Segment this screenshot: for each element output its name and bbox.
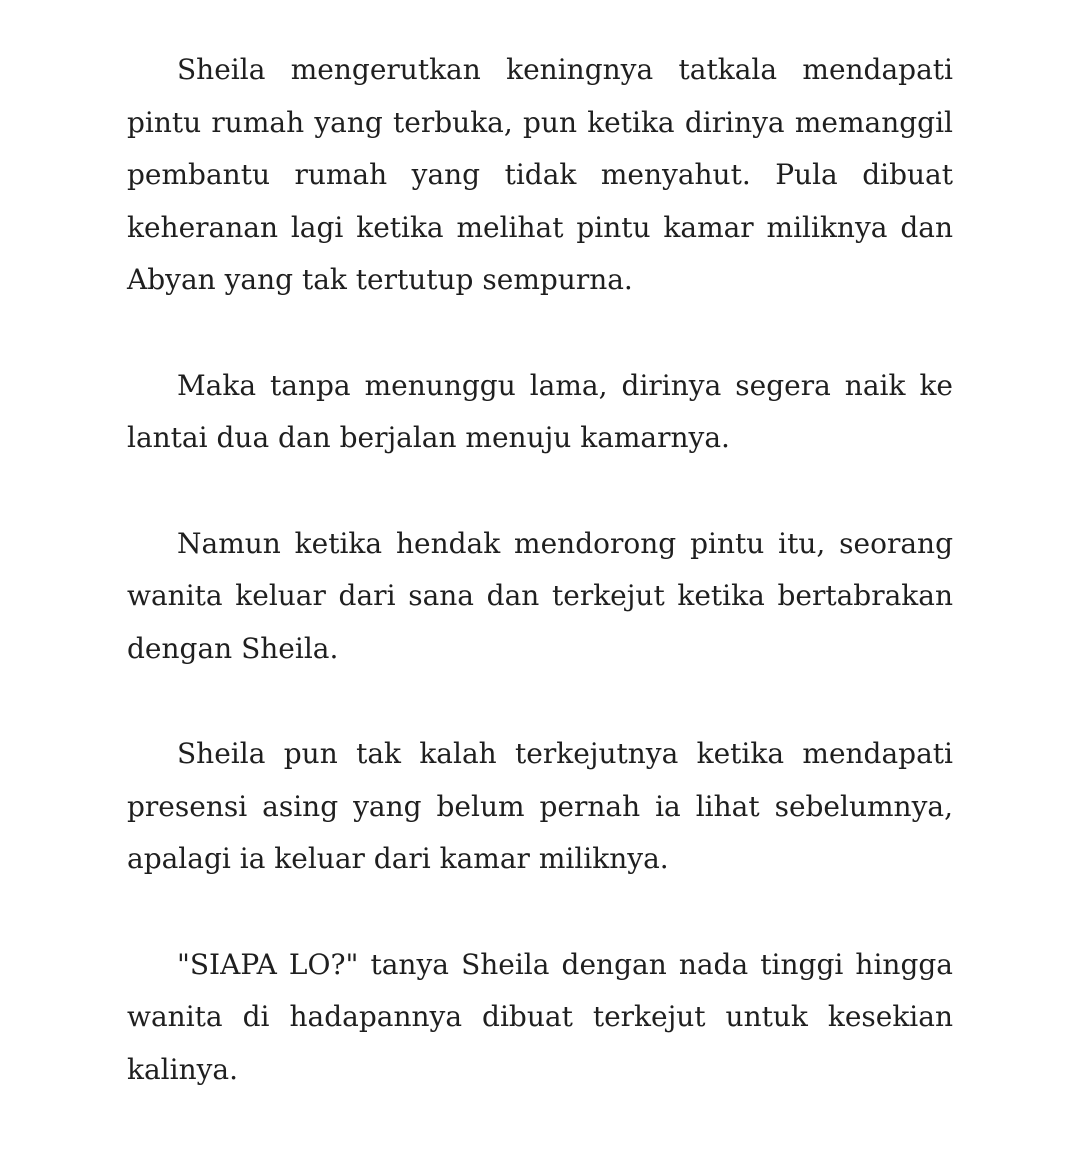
paragraph-5: "SIAPA LO?" tanya Sheila dengan nada tinggi hingga wanita di hadapannya dibuat terkejut untuk kesekian kalinya. — [127, 947, 953, 1086]
paragraph-2: Maka tanpa menunggu lama, dirinya segera naik ke lantai dua dan berjalan menuju kamarnya. — [127, 368, 953, 454]
paragraph-3: Namun ketika hendak mendorong pintu itu, seorang wanita keluar dari sana dan terkejut ketika bertabrakan dengan Sheila. — [127, 526, 953, 665]
paragraph-4: Sheila pun tak kalah terkejutnya ketika mendapati presensi asing yang belum pernah ia lihat sebelumnya, apalagi ia keluar dari kamar miliknya. — [127, 737, 953, 875]
story-page — [127, 44, 953, 1096]
paragraph-1: Sheila mengerutkan keningnya tatkala mendapati pintu rumah yang terbuka, pun ketika dirinya memanggil pembantu rumah yang tidak menyahut. Pula dibuat keheranan lagi ketika melihat pintu kamar miliknya dan Abyan yang tak tertutup sempurna. — [127, 53, 953, 296]
